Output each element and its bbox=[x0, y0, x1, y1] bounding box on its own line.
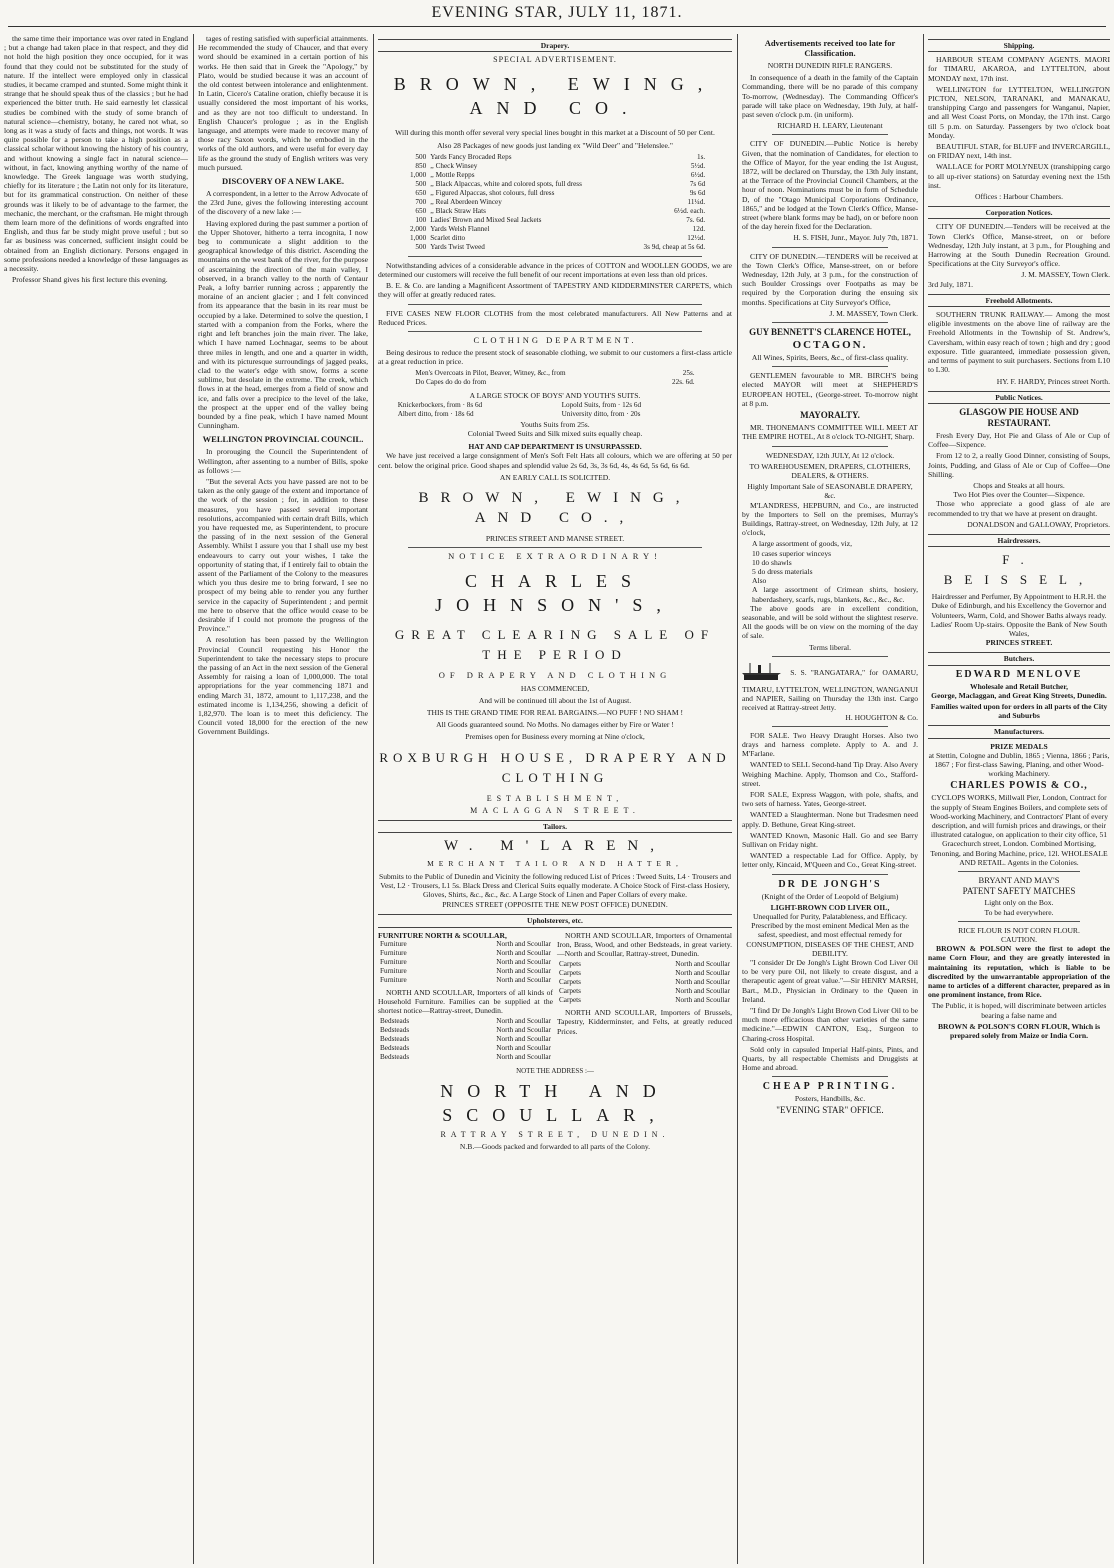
column-rule bbox=[923, 34, 924, 1564]
table-row bbox=[403, 153, 707, 162]
table-row bbox=[378, 967, 553, 976]
beissel-title: F. BEISSEL, bbox=[943, 552, 1095, 588]
article-paragraph: tages of resting satisfied with superficial attainments. He recommended the study of Chaucer, and that every word should be examined in a certain portion of his works. He then said that in Greek the "Apology," by Plato, would be studied because it was an account of the old contest between intolerance and enlightenment. In Latin, Cicero's Cataline oration, chiefly because it is usually considered the most important of his works, and as they are not too difficult to understand. In English Chaucer's prologue ; as in the English language, and attempts were made to recover many of those racy Saxon words, which he embodied in the works of the old authors, and were useful for every day life as the ground the study of English writers was very much pursued. bbox=[198, 34, 368, 172]
wallace: WALLACE for PORT MOLYNEUX (transhipping cargo to all up-river stations) on Saturday evening next the 15th inst. bbox=[928, 162, 1110, 190]
item-price: 7s 6d bbox=[689, 179, 706, 188]
columns bbox=[4, 34, 1110, 1564]
column-3 bbox=[378, 34, 732, 1564]
beissel-text: Hairdresser and Perfumer, By Appointment to H.R.H. the Duke of Edinburgh, and his Excellency the Governor and Volunteers, Warm, Cold, and Shower Baths always ready. Ladies' Room Up-stairs. Opposite the Bank of New South Wales, bbox=[930, 592, 1108, 638]
item-qty: 100 bbox=[415, 215, 427, 224]
carpet-seller: North and Scoullar bbox=[675, 996, 730, 1005]
furniture-item: Furniture bbox=[380, 957, 407, 966]
bedstead-seller: North and Scoullar bbox=[496, 1044, 551, 1053]
council-heading: WELLINGTON PROVINCIAL COUNCIL. bbox=[202, 434, 364, 445]
table-row bbox=[557, 987, 732, 996]
corp-sign: J. M. MASSEY, Town Clerk. bbox=[1021, 270, 1110, 280]
furniture-list bbox=[378, 940, 553, 985]
section-tailors: Tailors. bbox=[378, 820, 732, 833]
glasgow-text-4: Two Hot Pies over the Counter—Sixpence. bbox=[953, 490, 1085, 500]
bedstead-item: Bedsteads bbox=[380, 1053, 410, 1062]
article-paragraph: "But the several Acts you have passed are not to be taken as the only gauge of the extent and importance of the work of the session ; for, in addition to these measures, you have passed several important resolutions, accompanied with certain draft Bills, which you have requested me, as Superintendent, to procure the passing of in the next session of the General Assembly. Whilst I assure you that I shall use my best endeavours to carry out your wishes, I take the opportunity of stating that, if I entirely fail to obtain the assent of the Parliament of the Colony to the measures which you thus desire me to bring forward, I see no prospect of my being able to render you any further service in the capacity of Superintendent ; and permit me here to observe that the office would cease to be desirable if I could not promote the progress of the Province." bbox=[198, 476, 368, 634]
boys-suit-left: Albert ditto, from · 18s 6d bbox=[397, 409, 474, 418]
article-paragraph: the same time their importance was over rated in England ; but a change had taken place in that respect, and they did not hold the high position they once occupied, for it was found that they could not be substituted for the study of nature. If the intellect were employed only in classical studies, it became cramped and stunted. Some might think it strange that he should speak thus of the classics ; but he had experienced the bitter truth. He said earnestly let classical studies be combined with the study of some branch of natural science—chemistry, botany, he cared not what, so long as it was a study of facts and things, not words. It was quite possible for a person to take a high position as a classical scholar without knowing the history of his country, and without knowing a single fact in natural science—without, in fact, knowing anything worthy of the name of knowledge. The Greek language was worth studying, chiefly for its literature ; the Latin not only for its literature, but for its grammatical construction. On neither of these grounds was it likely to be of advantage to the farmer, the mechanic, the merchant, or the craftsman. He might through them learn more of the definitions of words engrafted into English, and thus far be study might prove useful ; but so far as business was concerned, sufficient insight could be obtained from an English dictionary. Persons engaged in some professions needed a knowledge of these languages as a necessity. bbox=[4, 34, 188, 274]
freehold-text: SOUTHERN TRUNK RAILWAY.— Among the most eligible investments on the above line of railway are the Freehold Allotments in the Township of St. Andrew's, Caversham, within easy reach of town ; high and dry ; good exposure. Title guaranteed, immediate possession given, and terms of payment to suit purchasers. Sections from L10 to L30. bbox=[928, 310, 1110, 375]
bedstead-seller: North and Scoullar bbox=[496, 1035, 551, 1044]
item-price: 12d. bbox=[692, 224, 706, 233]
item-price: 9s 6d bbox=[689, 188, 706, 197]
bedstead-item: Bedsteads bbox=[380, 1044, 410, 1053]
octagon: OCTAGON. bbox=[792, 339, 868, 352]
item-qty: 500 bbox=[415, 152, 427, 161]
warehousemen: TO WAREHOUSEMEN, DRAPERS, CLOTHIERS, DEALERS, & OTHERS. bbox=[749, 461, 911, 480]
mlaren-address: PRINCES STREET (OPPOSITE THE NEW POST OFFICE) DUNEDIN. bbox=[442, 900, 668, 910]
carpets-list bbox=[557, 960, 732, 1005]
list-item: 10 do shawls bbox=[752, 557, 792, 567]
mayoralty: MAYORALTY. bbox=[800, 410, 860, 421]
overcoat-desc: Do Capes do do do from bbox=[415, 377, 487, 386]
bp-text: BROWN & POLSON were the first to adopt the name Corn Flour, and they are greatly interested in maintaining its reputation, which is liable to be discredited by the unwarrantable appropriation of the name to articles of a different character, prepared as in one prominent instance, from Rice. bbox=[928, 944, 1110, 1000]
table-row bbox=[403, 207, 707, 216]
furniture-seller: North and Scoullar bbox=[496, 939, 551, 948]
harbour-text: HARBOUR STEAM COMPANY AGENTS. MAORI for TIMARU, AKAROA, and LYTTELTON, about MONDAY next, 17th inst. bbox=[928, 55, 1110, 83]
city-text: CITY OF DUNEDIN.—Public Notice is hereby Given, that the nomination of Candidates, for election to the Office of Mayor, for the year ending the 1st August, 1872, will be declared on Thursday, the 13th July instant, at the Terrace of the Provincial Council Chambers, at the hour of noon. Nominations must be in form of Schedule D, of the "Otago Municipal Corporations Ordinance, 1865," and be lodged at the Town Clerk's Office, Manse-street (where blank forms may be had), on or before noon of the day herein fixed for the Declaration. bbox=[742, 139, 918, 232]
column-rule bbox=[737, 34, 738, 1564]
menlove-address: George, Maclaggan, and Great King Streets, Dunedin. bbox=[931, 690, 1107, 700]
wednesday: WEDNESDAY, 12th JULY, At 12 o'clock. bbox=[765, 450, 895, 460]
notice-extraordinary: NOTICE EXTRAORDINARY! bbox=[448, 551, 662, 562]
divider bbox=[772, 446, 888, 447]
bedstead-seller: North and Scoullar bbox=[496, 1026, 551, 1035]
menlove-title: EDWARD MENLOVE bbox=[955, 668, 1083, 680]
furniture-item: Furniture bbox=[380, 975, 407, 984]
item-qty: 650 bbox=[415, 206, 427, 215]
price-list bbox=[403, 153, 707, 252]
carpet-item: Carpets bbox=[559, 969, 581, 978]
ns-right bbox=[557, 931, 732, 1063]
item-desc: ,, Figured Alpaccas, shot colours, full dress bbox=[430, 188, 555, 197]
cj-grand: THIS IS THE GRAND TIME FOR REAL BARGAINS.—NO PUFF ! NO SHAM ! bbox=[426, 708, 684, 718]
menlove-text: Families waited upon for orders in all parts of the City and Suburbs bbox=[930, 701, 1108, 721]
gentlemen-text: GENTLEMEN favourable to MR. BIRCH'S being elected MAYOR will meet at SHEPHERD'S EUROPEAN HOTEL, (George-street. To-morrow night at 8 p.m. bbox=[742, 371, 918, 408]
table-row bbox=[413, 369, 696, 378]
thoneman-text: MR. THONEMAN'S COMMITTEE WILL MEET AT THE EMPIRE HOTEL, At 8 o'clock TO-NIGHT, Sharp. bbox=[742, 423, 918, 442]
ns-right-text: NORTH AND SCOULLAR, Importers of Ornamental Iron, Brass, Wood, and other Bedsteads, in great variety.—North and Scoullar, Rattray-street, Dunedin. bbox=[557, 930, 732, 958]
table-row bbox=[557, 978, 732, 987]
lots-after: The above goods are in excellent condition, seasonable, and will be sold without the slightest reserve. All the goods will be on view on the morning of the day of sale. bbox=[742, 603, 918, 641]
section-drapery: Drapery. bbox=[378, 39, 732, 52]
cj-name: CHARLES JOHNSON'S, bbox=[435, 571, 675, 616]
mlaren-title: W. M'LAREN, bbox=[443, 838, 667, 855]
article-paragraph: Having explored during the past summer a portion of the Upper Shotover, hitherto a terra incognita, I now beg to communicate a slight addition to the geographical knowledge of this district. Ascending the mountains on the west bank of the river, for the purpose of ascertaining the direction of the main valley, I observed, in a branch valley to the north of Centaur Peak, a lofty barrier running across ; apparently the moraine of an ancient glacier ; and I felt convinced from its appearance that the basin in its rear must be occupied by a lake. Determined to solve the question, I started with a companion from the Forks, where the right and left branches join the main river. The lake, which I have named Lochnagar, seems to be about three miles in length, and one and a quarter in width, and with its picturesque surroundings of jagged peaks, clad to the water's edge with snow, forms a scene sublime, but desolate in the extreme. The creek, which flows in at the head, emerges from a field of snow and ice, and falls over a precipice to the level of the lake, the prospect at the upper end of the valley being bounded by a fine peak, which I have named Mount Cunningham. bbox=[198, 218, 368, 431]
wanted-1: WANTED to SELL Second-hand Tip Dray. Also Avery Weighing Machine. Apply, Thomson and Co., Stafford-street. bbox=[742, 760, 918, 788]
north-scoullar-grid bbox=[378, 931, 732, 1063]
late-heading: Advertisements received too late for Classification. bbox=[764, 38, 896, 58]
cj-of: OF DRAPERY AND CLOTHING bbox=[438, 670, 672, 681]
cj-premises: Premises open for Business every morning at Nine o'clock, bbox=[465, 732, 645, 742]
hat-heading: HAT AND CAP DEPARTMENT IS UNSURPASSED. bbox=[468, 442, 642, 452]
early-call: AN EARLY CALL IS SOLICITED. bbox=[499, 472, 611, 482]
cod-liver: LIGHT-BROWN COD LIVER OIL, bbox=[770, 902, 890, 912]
divider bbox=[772, 726, 888, 727]
item-price: 5½d. bbox=[690, 161, 706, 170]
freehold-sign: HY. F. HARDY, Princes street North. bbox=[996, 376, 1110, 386]
table-row bbox=[378, 1044, 553, 1053]
cheap-printing: CHEAP PRINTING. bbox=[762, 1081, 898, 1093]
section-public: Public Notices. bbox=[928, 391, 1110, 404]
item-desc: ,, Check Winsey bbox=[430, 161, 478, 170]
wanted-2: WANTED a Slaughterman. None but Tradesmen need apply. D. Bethune, Great King-street. bbox=[742, 810, 918, 829]
ns-left bbox=[378, 931, 553, 1063]
item-desc: Yards Welsh Flannel bbox=[430, 224, 490, 233]
rice-flour: RICE FLOUR IS NOT CORN FLOUR. bbox=[958, 925, 1080, 935]
carpet-item: Carpets bbox=[559, 996, 581, 1005]
maclaggan: MACLAGGAN STREET. bbox=[470, 805, 640, 815]
youths-text: Youths Suits from 25s. bbox=[520, 419, 590, 429]
wellington-text: WELLINGTON for LYTTELTON, WELLINGTON PICTON, NELSON, TARANAKI, and MANAKAU, transhipping Cargo and passengers for Wanganui, Napier, and all West Coast Ports, on Monday, the 17th inst. Cargo till 5 p.m. on Saturday. Passengers by two o'clock boat Monday. bbox=[928, 84, 1110, 140]
section-upholsterers: Upholsterers, etc. bbox=[378, 914, 732, 927]
carpets-notice: B. E. & Co. are landing a Magnificent Assortment of TAPESTRY AND KIDDERMINSTER CARPETS, which they will offer at greatly reduced rates. bbox=[378, 281, 732, 300]
to-be-had: To be had everywhere. bbox=[984, 907, 1054, 917]
address: PRINCES STREET AND MANSE STREET. bbox=[485, 534, 625, 544]
table-row bbox=[378, 940, 553, 949]
item-desc: ,, Black Straw Hats bbox=[430, 206, 486, 215]
city-sign: H. S. FISH, Junr., Mayor. July 7th, 1871. bbox=[793, 233, 918, 243]
nb-text: N.B.—Goods packed and forwarded to all parts of the Colony. bbox=[459, 1141, 651, 1151]
posters: Posters, Handbills, &c. bbox=[794, 1094, 866, 1104]
bedstead-item: Bedsteads bbox=[380, 1017, 410, 1026]
boys-suit-left: Knickerbockers, from · 8s 6d bbox=[397, 400, 483, 409]
table-row bbox=[378, 1026, 553, 1035]
item-qty: 500 bbox=[415, 242, 427, 251]
rifle-text: In consequence of a death in the family of the Captain Commanding, there will be no parade of this company To-morrow, (Wednesday). The Commanding Officer's parade will take place on Wednesday, 19th July, at half-past seven o'clock p.m. (in uniform). bbox=[742, 73, 918, 120]
item-qty: 2,000 bbox=[410, 224, 427, 233]
offices: Offices : Harbour Chambers. bbox=[974, 192, 1063, 202]
glasgow-text-3: Chops and Steaks at all hours. bbox=[973, 480, 1065, 490]
guy-text: All Wines, Spirits, Beers, &c., of first-class quality. bbox=[751, 353, 909, 363]
north-scoullar-title: NORTH AND SCOULLAR, bbox=[440, 1080, 670, 1125]
bedstead-item: Bedsteads bbox=[380, 1026, 410, 1035]
rifle-sign: RICHARD H. LEARY, Lieutenant bbox=[777, 121, 883, 131]
powis-title: CHARLES POWIS & CO., bbox=[950, 780, 1088, 792]
table-row bbox=[403, 162, 707, 171]
caution: CAUTION. bbox=[1000, 935, 1038, 945]
brown-ewing-title: BROWN, EWING, AND CO. bbox=[393, 74, 717, 119]
divider bbox=[958, 921, 1080, 922]
lake-heading: DISCOVERY OF A NEW LAKE. bbox=[222, 176, 344, 187]
bedstead-seller: North and Scoullar bbox=[496, 1017, 551, 1026]
article-paragraph: Professor Shand gives his first lecture this evening. bbox=[12, 275, 168, 285]
column-2 bbox=[198, 34, 368, 1564]
table-row bbox=[378, 976, 553, 985]
item-price: 6½d. bbox=[690, 170, 706, 179]
powis-text: CYCLOPS WORKS, Millwall Pier, London, Contract for the supply of Steam Engines Boilers, and complete sets of Wood-working Machinery, and Contractors' Plant of every description, and will furnish prices and drawings, or their illustrated catalogue, on application to their city office, 51 Gracechurch street, London. Combined Mortising, Tenoning, and Boring Machine, price, 12l. WHOLESALE AND RETAIL. Agents in the Colonies. bbox=[929, 793, 1109, 867]
table-row bbox=[378, 1017, 553, 1026]
cj-guarantee: All Goods guaranteed sound. No Moths. No damages either by Fire or Water ! bbox=[436, 720, 674, 730]
section-freehold: Freehold Allotments. bbox=[928, 294, 1110, 307]
table-row bbox=[557, 969, 732, 978]
table-row bbox=[378, 958, 553, 967]
rattray-street: RATTRAY STREET, DUNEDIN. bbox=[440, 1129, 670, 1139]
boys-suit-right: University ditto, from · 20s bbox=[561, 409, 641, 418]
overcoat-price: 22s. 6d. bbox=[672, 377, 695, 386]
steamship-icon bbox=[742, 661, 782, 685]
divider bbox=[772, 1076, 888, 1077]
furniture-item: Furniture bbox=[380, 939, 407, 948]
bp-public: The Public, it is hoped, will discriminate between articles bearing a false name and bbox=[931, 1001, 1107, 1020]
article-paragraph: A correspondent, in a letter to the Arrow Advocate of the 23rd June, gives the following interesting account of the discovery of a new lake :— bbox=[198, 189, 368, 217]
overcoat-list bbox=[413, 369, 696, 387]
furniture-seller: North and Scoullar bbox=[496, 966, 551, 975]
item-desc: ,, Black Alpaccas, white and colored spots, full dress bbox=[430, 179, 582, 188]
divider bbox=[408, 547, 702, 548]
table-row bbox=[378, 1035, 553, 1044]
sold-only: Sold only in capsuled Imperial Half-pints, Pints, and Quarts, by all respectable Chemists and Druggists at Home and abroad. bbox=[742, 1044, 918, 1073]
mlaren-sub: MERCHANT TAILOR AND HATTER, bbox=[427, 859, 683, 869]
establishment: ESTABLISHMENT, bbox=[486, 793, 624, 803]
carpet-item: Carpets bbox=[559, 978, 581, 987]
column-4 bbox=[742, 34, 918, 1564]
furniture-item: Furniture bbox=[380, 966, 407, 975]
beautiful-star: BEAUTIFUL STAR, for BLUFF and INVERCARGILL, on FRIDAY next, 14th inst. bbox=[928, 142, 1110, 161]
furniture-item: Furniture bbox=[380, 948, 407, 957]
table-row bbox=[403, 243, 707, 252]
table-row bbox=[413, 378, 696, 387]
section-shipping: Shipping. bbox=[928, 39, 1110, 52]
item-desc: Scarlet ditto bbox=[430, 233, 466, 242]
table-row bbox=[403, 234, 707, 243]
item-desc: Yards Twist Tweed bbox=[430, 242, 485, 251]
carpet-item: Carpets bbox=[559, 960, 581, 969]
column-5 bbox=[928, 34, 1110, 1564]
dejongh-heading: DR DE JONGH'S bbox=[778, 878, 882, 890]
column-1 bbox=[4, 34, 188, 1564]
dejongh-sub: (Knight of the Order of Leopold of Belgium) bbox=[761, 891, 899, 901]
hat-text: We have just received a large consignment of Men's Soft Felt Hats all colours, which we are offering at 50 per cent. below the original price. Good shapes and splendid value 2s 6d, 3s, 3s 6d, 4s, 4s 6d, 5s 6d, 6s 6d. bbox=[378, 451, 732, 470]
colonial-text: Colonial Tweed Suits and Silk mixed suits equally cheap. bbox=[467, 429, 643, 439]
item-price: 6½d. each. bbox=[674, 206, 706, 215]
item-qty: 700 bbox=[415, 197, 427, 206]
article-paragraph: In prorouging the Council the Superintendent of Wellington, after assenting to a number of Bills, spoke as follows :— bbox=[198, 447, 368, 475]
glasgow-sign: DONALDSON and GALLOWAY, Proprietors. bbox=[967, 519, 1110, 529]
special-ad-title: SPECIAL ADVERTISEMENT. bbox=[493, 55, 617, 65]
bedsteads-list bbox=[378, 1017, 553, 1062]
table-row bbox=[403, 180, 707, 189]
item-qty: 850 bbox=[415, 161, 427, 170]
floor-cloths: FIVE CASES NEW FLOOR CLOTHS from the most celebrated manufacturers. All New Patterns and at Reduced Prices. bbox=[378, 308, 732, 327]
cotton-notice: Notwithstanding advices of a considerable advance in the prices of COTTON and WOOLLEN GOODS, we are determined our customers will receive the full benefit of our recent importations at even less than old prices. bbox=[378, 260, 732, 280]
ship-sign: H. HOUGHTON & Co. bbox=[845, 712, 918, 722]
princes-street: PRINCES STREET. bbox=[985, 638, 1053, 648]
divider bbox=[772, 366, 888, 367]
guy-heading: GUY BENNETT'S CLARENCE HOTEL, bbox=[749, 327, 911, 338]
divider bbox=[772, 656, 888, 657]
glasgow-heading: GLASGOW PIE HOUSE AND RESTAURANT. bbox=[959, 406, 1079, 428]
furniture-seller: North and Scoullar bbox=[496, 948, 551, 957]
item-price: 3s 9d, cheap at 5s 6d. bbox=[643, 242, 706, 251]
table-row bbox=[378, 949, 553, 958]
table-row bbox=[403, 198, 707, 207]
divider bbox=[772, 874, 888, 875]
table-row bbox=[557, 996, 732, 1005]
divider bbox=[958, 871, 1080, 872]
carpet-seller: North and Scoullar bbox=[675, 960, 730, 969]
ns-brussels: NORTH AND SCOULLAR, Importers of Brussels, Tapestry, Kidderminster, and Felts, at greatly reduced Prices. bbox=[557, 1008, 732, 1036]
carpet-seller: North and Scoullar bbox=[675, 987, 730, 996]
table-row bbox=[403, 216, 707, 225]
column-rule bbox=[373, 34, 374, 1564]
boys-list bbox=[396, 401, 715, 419]
for-sale-1: FOR SALE. Two Heavy Draught Horses. Also two drays and harness complete. Apply to A. and J. M'Farlane. bbox=[742, 730, 918, 759]
furniture-seller: North and Scoullar bbox=[496, 975, 551, 984]
item-desc: Ladies' Brown and Mixed Seal Jackets bbox=[430, 215, 542, 224]
tenders-text: CITY OF DUNEDIN.—TENDERS will be received at the Town Clerk's Office, Manse-street, on or before Wednesday, 12th July, at 3 p.m., for the construction of such Boulder Crossings over Footpaths as may be required by the Corporation during the ensuing six months. Specifications at City Surveyor's Office, bbox=[742, 251, 918, 307]
corp-text: CITY OF DUNEDIN.—Tenders will be received at the Town Clerk's Office, Manse-street, on or before Wednesday, 12th July instant, at 3 p.m., for Ploughing and Harrowing at the South Dunedin Recreation Ground. Specifications at the City Surveyor's office. bbox=[928, 222, 1110, 269]
highly: Highly Important Sale of SEASONABLE DRAPERY, &c. bbox=[747, 482, 913, 501]
roxburgh-title: ROXBURGH HOUSE, DRAPERY AND CLOTHING bbox=[379, 749, 731, 785]
item-price: 12½d. bbox=[687, 233, 706, 242]
bp-final: BROWN & POLSON'S CORN FLOUR, Which is prepared solely from Maize or India Corn. bbox=[937, 1021, 1101, 1041]
brown-ewing-title-2: BROWN, EWING, AND CO., bbox=[418, 490, 692, 527]
item-qty: 1,000 bbox=[410, 170, 427, 179]
mlandress-text: M'LANDRESS, HEPBURN, and Co., are instructed by the Importers to Sell on the premises, Murray's Buildings, Rattray-street, on Wednesday, 12th July, at 12 o'clock, bbox=[742, 500, 918, 538]
table-row bbox=[378, 1053, 553, 1062]
clothing-text: Being desirous to reduce the present stock of seasonable clothing, we submit to our customers a first-class article at a great reduction in price. bbox=[378, 348, 732, 367]
star-office: "EVENING STAR" OFFICE. bbox=[776, 1104, 884, 1115]
rifle-heading: NORTH DUNEDIN RIFLE RANGERS. bbox=[767, 61, 893, 70]
table-row bbox=[396, 401, 715, 410]
bryant: BRYANT AND MAY'S bbox=[978, 875, 1060, 886]
patent: PATENT SAFETY MATCHES bbox=[962, 886, 1076, 897]
tenders-sign: J. M. MASSEY, Town Clerk. bbox=[829, 308, 918, 318]
section-manufacturers: Manufacturers. bbox=[928, 725, 1110, 738]
glasgow-text-5: Those who appreciate a good glass of ale are recommended to try that we have at present on draught. bbox=[928, 499, 1110, 518]
divider bbox=[408, 331, 702, 332]
prize-medals: PRIZE MEDALS bbox=[990, 741, 1048, 751]
masthead: EVENING STAR, JULY 11, 1871. bbox=[8, 0, 1106, 27]
cod-text: Unequalled for Purity, Palatableness, and Efficacy. Prescribed by the most eminent Medical Men as the safest, speediest, and most effectual remedy for CONSUMPTION, DISEASES OF THE CHEST, AND DEBILITY. bbox=[746, 912, 914, 958]
column-rule bbox=[193, 34, 194, 1564]
table-row bbox=[557, 960, 732, 969]
list-item: A large assortment of goods, viz, bbox=[752, 539, 853, 549]
divider bbox=[408, 256, 702, 257]
intro-text: Will during this month offer several very special lines bought in this market at a Discount of 50 per Cent. bbox=[395, 128, 715, 138]
table-row bbox=[396, 410, 715, 419]
cj-sale: GREAT CLEARING SALE OF THE PERIOD bbox=[394, 627, 716, 663]
bedstead-item: Bedsteads bbox=[380, 1035, 410, 1044]
table-row bbox=[403, 189, 707, 198]
table-row bbox=[403, 225, 707, 234]
divider bbox=[772, 134, 888, 135]
item-desc: ,, Mottle Repps bbox=[430, 170, 475, 179]
also-text: Also 28 Packages of new goods just landing ex "Wild Deer" and "Helenslee." bbox=[437, 140, 673, 150]
article-paragraph: A resolution has been passed by the Wellington Provincial Council requesting his Honor the Superintendent to take the necessary steps to procure the passing of an Act in the next session of the General Assembly for raising a loan of 1,000,000. The total appropriations for the year commencing 1871 and ending March 31, 1872, amount to 1,117,238, and the estimated income is 1,134,256, showing a deficit of 1,82,970. The loan is to meet this deficiency. The Council voted 18,000 for the erection of the new Government Buildings. bbox=[198, 635, 368, 737]
glasgow-text-2: From 12 to 2, a really Good Dinner, consisting of Soups, Joints, Pudding, and Glass of Ale or Cup of Coffee—One Shilling. bbox=[928, 451, 1110, 479]
carpet-seller: North and Scoullar bbox=[675, 969, 730, 978]
item-qty: 1,000 bbox=[410, 233, 427, 242]
corp-date: 3rd July, 1871. bbox=[928, 279, 974, 289]
bedstead-seller: North and Scoullar bbox=[496, 1053, 551, 1062]
furniture-seller: North and Scoullar bbox=[496, 957, 551, 966]
divider bbox=[772, 322, 888, 323]
section-butchers: Butchers. bbox=[928, 652, 1110, 665]
prize-text: at Stettin, Cologne and Dublin, 1865 ; Vienna, 1866 ; Paris, 1867 ; For first-class Sawing, Planing, and other Wood-working Machinery. bbox=[928, 750, 1110, 779]
mlaren-text: Submits to the Public of Dunedin and Vicinity the following reduced List of Prices : Tweed Suits, L4 · Trousers and Vest, L2 · Trousers, L1 5s. Black Dress and Clerical Suits equally moderate. A Choice Stock of First-class Hosiery, Gloves, Shirts, &c., &c., &c. A Large Stock of Linen and Paper Collars of every make. bbox=[378, 871, 732, 899]
item-desc: Yards Fancy Brocaded Reps bbox=[430, 152, 512, 161]
light-box: Light only on the Box. bbox=[984, 898, 1054, 908]
wanted-3: WANTED Known, Masonic Hall. Go and see Barry Sullivan on Friday night. bbox=[742, 830, 918, 850]
for-sale-2: FOR SALE, Express Waggon, with pole, shafts, and two sets of harness. Yates, George-street. bbox=[742, 790, 918, 809]
quote-1: "I consider Dr De Jongh's Light Brown Cod Liver Oil to be very pure Oil, not likely to create disgust, and a therapeutic agent of great value."—Sir HENRY MARSH, Bart., M.D., Physician in Ordinary to the Queen in Ireland. bbox=[742, 958, 918, 1004]
list-item: 10 cases superior winceys bbox=[752, 548, 832, 558]
overcoat-desc: Men's Overcoats in Pilot, Beaver, Witney, &c., from bbox=[415, 368, 566, 377]
item-price: 11¼d. bbox=[687, 197, 706, 206]
note-address: NOTE THE ADDRESS :— bbox=[516, 1067, 594, 1076]
section-hairdressers: Hairdressers. bbox=[928, 534, 1110, 547]
section-corporation: Corporation Notices. bbox=[928, 206, 1110, 219]
terms: Terms liberal. bbox=[808, 642, 852, 652]
ns-importers: NORTH AND SCOULLAR, Importers of all kinds of Household Furniture. Families can be supplied at the shortest notice—Rattray-street, Dunedin. bbox=[378, 987, 553, 1016]
boys-suit-right: Lopold Suits, from · 12s 6d bbox=[561, 400, 642, 409]
menlove-sub: Wholesale and Retail Butcher, bbox=[969, 681, 1069, 691]
list-item: A large assortment of Crimean shirts, hosiery, haberdashery, scarfs, rugs, blankets, &c., &c., &c. bbox=[752, 585, 918, 604]
quote-2: "I find Dr De Jongh's Light Brown Cod Liver Oil to be much more efficacious than other varieties of the same medicine."—EDWIN CANTON, Esq., Surgeon to Charing-cross Hospital. bbox=[742, 1006, 918, 1043]
boys-heading: A LARGE STOCK OF BOYS' AND YOUTH'S SUITS. bbox=[469, 390, 641, 400]
overcoat-price: 25s. bbox=[682, 368, 695, 377]
list-item: 5 do dress materials bbox=[752, 566, 813, 576]
ship-ad bbox=[742, 661, 918, 713]
ns-left-title: FURNITURE NORTH & SCOULLAR, bbox=[378, 930, 507, 940]
item-qty: 500 bbox=[415, 179, 427, 188]
carpet-seller: North and Scoullar bbox=[675, 978, 730, 987]
clothing-heading: CLOTHING DEPARTMENT. bbox=[473, 335, 637, 346]
wanted-4: WANTED a respectable Lad for Office. Apply, by letter only, Kincaid, M'Queen and Co., Great King-street. bbox=[742, 851, 918, 870]
lot-list bbox=[742, 539, 918, 603]
list-item: Also bbox=[752, 576, 767, 586]
item-price: 1s. bbox=[697, 152, 706, 161]
item-price: 7s. 6d. bbox=[686, 215, 706, 224]
ship-text: S. S. "RANGATARA," for OAMARU, TIMARU, LYTTELTON, WELLINGTON, WANGANUI and NAPIER, Sailing on Thursday the 13th inst. Cargo received at Rattray-street Jetty. bbox=[742, 667, 918, 713]
glasgow-text-1: Fresh Every Day, Hot Pie and Glass of Ale or Cup of Coffee—Sixpence. bbox=[928, 430, 1110, 450]
cj-continued: And will be continued till about the 1st of August. bbox=[478, 695, 632, 705]
table-row bbox=[403, 171, 707, 180]
item-qty: 650 bbox=[415, 188, 427, 197]
divider bbox=[408, 304, 702, 305]
item-desc: ,, Real Aberdeen Wincey bbox=[430, 197, 502, 206]
cj-commenced: HAS COMMENCED, bbox=[520, 683, 590, 693]
divider bbox=[772, 247, 888, 248]
carpet-item: Carpets bbox=[559, 987, 581, 996]
